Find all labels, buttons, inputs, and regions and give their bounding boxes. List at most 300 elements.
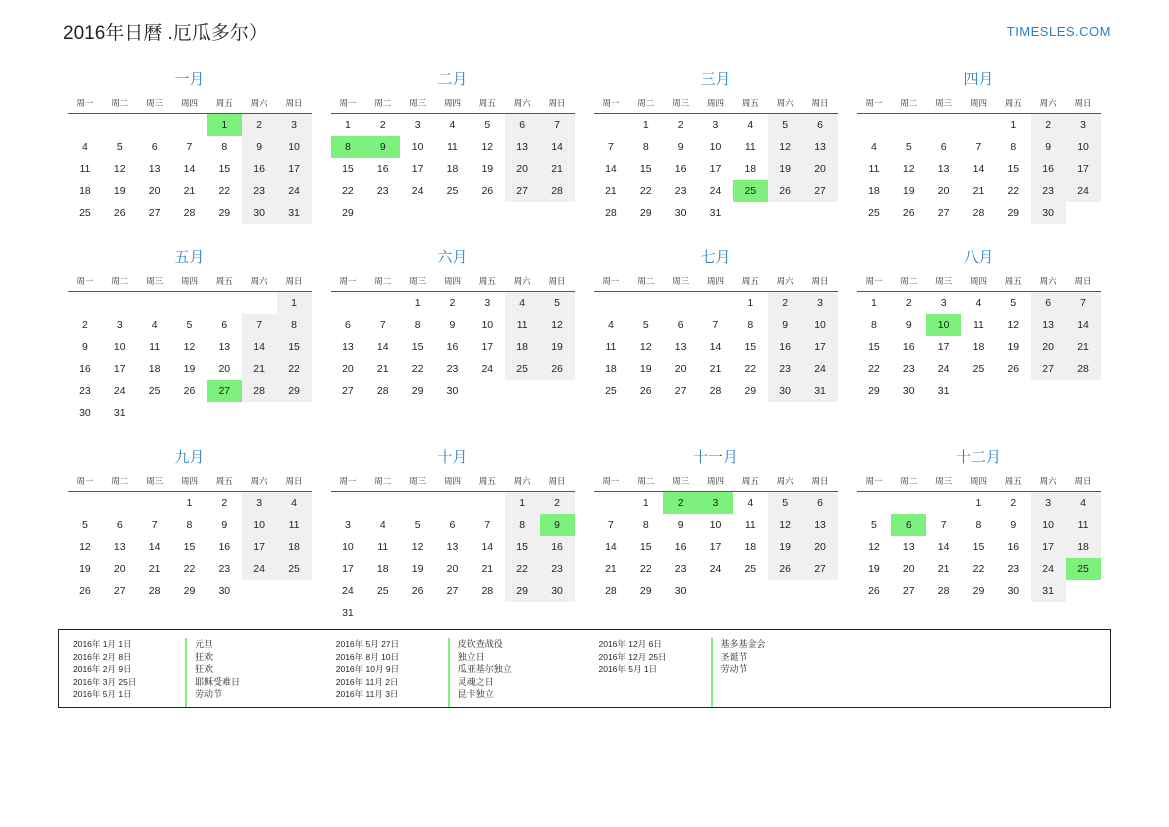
day-cell[interactable]: 28 [605,207,617,219]
day-cell[interactable]: 29 [639,585,652,597]
day-cell[interactable]: 24 [481,363,494,375]
day-cell[interactable]: 21 [1066,336,1101,358]
day-cell[interactable]: 1 [871,297,877,309]
day-cell[interactable]: 30 [674,585,687,597]
day-cell[interactable]: 5 [905,141,912,153]
day-cell[interactable]: 1 [747,297,754,309]
day-cell[interactable]: 18 [446,163,459,175]
day-cell[interactable]: 6 [221,319,228,331]
day-cell[interactable]: 31 [342,607,354,619]
day-cell[interactable]: 24 [709,185,722,197]
day-cell[interactable]: 12 [768,514,803,536]
day-cell[interactable]: 30 [902,385,915,397]
day-cell[interactable]: 13 [937,163,950,175]
day-cell[interactable]: 15 [277,336,312,358]
day-cell[interactable]: 4 [277,492,312,515]
day-cell[interactable]: 21 [376,363,389,375]
day-cell[interactable]: 28 [540,180,575,202]
day-cell[interactable]: 26 [540,358,575,380]
day-cell[interactable]: 11 [868,163,880,175]
day-cell[interactable]: 17 [1066,158,1101,180]
day-cell[interactable]: 23 [376,185,389,197]
day-cell[interactable]: 6 [116,519,123,531]
day-cell[interactable]: 22 [972,563,985,575]
day-cell[interactable]: 10 [342,541,354,553]
day-cell[interactable]: 9 [1010,519,1017,531]
day-cell[interactable]: 17 [481,341,494,353]
day-cell[interactable]: 31 [803,380,838,402]
day-cell[interactable]: 2 [242,114,277,137]
day-cell[interactable]: 17 [937,341,950,353]
day-cell[interactable]: 11 [744,141,756,153]
day-cell[interactable]: 23 [218,563,231,575]
day-cell[interactable]: 29 [639,207,652,219]
day-cell[interactable]: 10 [481,319,494,331]
day-cell[interactable]: 15 [505,536,540,558]
day-cell[interactable]: 7 [379,319,386,331]
day-cell[interactable]: 25 [605,385,617,397]
day-cell[interactable]: 13 [446,541,459,553]
day-cell[interactable]: 19 [79,563,91,575]
day-cell[interactable]: 28 [937,585,950,597]
day-cell[interactable]: 29 [411,385,424,397]
day-cell[interactable]: 9 [768,314,803,336]
day-cell[interactable]: 3 [345,519,351,531]
day-cell-holiday[interactable]: 8 [331,136,366,158]
day-cell[interactable]: 22 [744,363,757,375]
day-cell[interactable]: 30 [540,580,575,602]
day-cell[interactable]: 26 [411,585,424,597]
day-cell[interactable]: 2 [540,492,575,515]
day-cell[interactable]: 20 [218,363,231,375]
day-cell[interactable]: 13 [674,341,687,353]
day-cell[interactable]: 28 [183,207,196,219]
day-cell[interactable]: 28 [148,585,161,597]
day-cell[interactable]: 4 [747,119,754,131]
day-cell[interactable]: 17 [277,158,312,180]
day-cell[interactable]: 28 [1066,358,1101,380]
day-cell[interactable]: 28 [376,385,389,397]
day-cell[interactable]: 12 [639,341,652,353]
day-cell[interactable]: 5 [186,319,193,331]
day-cell[interactable]: 9 [82,341,88,353]
day-cell[interactable]: 3 [414,119,421,131]
day-cell[interactable]: 25 [972,363,985,375]
day-cell[interactable]: 4 [608,319,614,331]
day-cell[interactable]: 26 [1007,363,1020,375]
day-cell[interactable]: 9 [242,136,277,158]
day-cell[interactable]: 9 [677,519,684,531]
day-cell[interactable]: 15 [1007,163,1020,175]
day-cell[interactable]: 12 [411,541,424,553]
day-cell[interactable]: 25 [277,558,312,580]
day-cell[interactable]: 6 [803,114,838,137]
day-cell[interactable]: 11 [605,341,617,353]
day-cell[interactable]: 21 [605,563,617,575]
day-cell[interactable]: 23 [1007,563,1020,575]
day-cell[interactable]: 8 [871,319,877,331]
day-cell[interactable]: 2 [221,497,228,509]
day-cell[interactable]: 12 [183,341,196,353]
day-cell[interactable]: 10 [242,514,277,536]
day-cell[interactable]: 24 [342,585,354,597]
day-cell[interactable]: 22 [342,185,354,197]
day-cell[interactable]: 28 [481,585,494,597]
day-cell[interactable]: 6 [677,319,684,331]
day-cell[interactable]: 1 [642,497,649,509]
day-cell-holiday[interactable]: 9 [540,514,575,536]
day-cell-holiday[interactable]: 6 [891,514,926,536]
day-cell[interactable]: 25 [868,207,880,219]
day-cell[interactable]: 21 [148,563,161,575]
day-cell[interactable]: 29 [277,380,312,402]
day-cell[interactable]: 8 [975,519,982,531]
day-cell[interactable]: 20 [803,158,838,180]
day-cell[interactable]: 19 [768,536,803,558]
day-cell[interactable]: 16 [768,336,803,358]
day-cell[interactable]: 24 [411,185,424,197]
day-cell[interactable]: 13 [218,341,231,353]
day-cell[interactable]: 15 [972,541,985,553]
day-cell[interactable]: 31 [937,385,950,397]
day-cell[interactable]: 11 [79,163,91,175]
day-cell[interactable]: 27 [342,385,354,397]
day-cell[interactable]: 6 [505,114,540,137]
day-cell[interactable]: 7 [186,141,193,153]
day-cell[interactable]: 4 [151,319,158,331]
day-cell[interactable]: 25 [744,563,757,575]
day-cell[interactable]: 29 [744,385,757,397]
day-cell[interactable]: 8 [1010,141,1017,153]
day-cell[interactable]: 26 [768,558,803,580]
day-cell[interactable]: 16 [218,541,231,553]
day-cell[interactable]: 11 [447,141,458,153]
day-cell[interactable]: 27 [113,585,126,597]
day-cell[interactable]: 4 [747,497,754,509]
day-cell[interactable]: 14 [242,336,277,358]
day-cell[interactable]: 25 [148,385,161,397]
day-cell[interactable]: 13 [1031,314,1066,336]
day-cell[interactable]: 3 [484,297,491,309]
day-cell[interactable]: 17 [803,336,838,358]
day-cell[interactable]: 17 [1031,536,1066,558]
day-cell[interactable]: 3 [803,292,838,315]
day-cell[interactable]: 21 [183,185,196,197]
day-cell[interactable]: 13 [803,136,838,158]
day-cell[interactable]: 12 [79,541,91,553]
day-cell[interactable]: 28 [605,585,617,597]
day-cell[interactable]: 11 [505,314,540,336]
day-cell[interactable]: 22 [639,185,652,197]
day-cell[interactable]: 5 [484,119,491,131]
day-cell[interactable]: 23 [768,358,803,380]
day-cell[interactable]: 23 [242,180,277,202]
day-cell[interactable]: 15 [411,341,424,353]
day-cell[interactable]: 12 [902,163,915,175]
day-cell[interactable]: 8 [414,319,421,331]
day-cell[interactable]: 16 [540,536,575,558]
day-cell[interactable]: 15 [218,163,231,175]
day-cell[interactable]: 2 [677,119,684,131]
day-cell[interactable]: 22 [868,363,880,375]
day-cell[interactable]: 4 [505,292,540,315]
day-cell[interactable]: 1 [345,119,351,131]
day-cell[interactable]: 30 [1031,202,1066,224]
day-cell[interactable]: 10 [113,341,126,353]
day-cell[interactable]: 11 [973,319,984,331]
day-cell[interactable]: 16 [1031,158,1066,180]
day-cell[interactable]: 7 [1066,292,1101,315]
day-cell[interactable]: 20 [803,536,838,558]
day-cell[interactable]: 29 [1007,207,1020,219]
day-cell[interactable]: 27 [446,585,459,597]
day-cell[interactable]: 23 [446,363,459,375]
day-cell[interactable]: 22 [1007,185,1020,197]
day-cell[interactable]: 6 [1031,292,1066,315]
day-cell[interactable]: 19 [639,363,652,375]
day-cell[interactable]: 30 [1007,585,1020,597]
day-cell[interactable]: 21 [540,158,575,180]
day-cell[interactable]: 17 [709,541,722,553]
day-cell[interactable]: 11 [744,519,756,531]
day-cell[interactable]: 26 [639,385,652,397]
day-cell[interactable]: 19 [183,363,196,375]
day-cell[interactable]: 18 [376,563,389,575]
day-cell[interactable]: 24 [709,563,722,575]
day-cell[interactable]: 7 [540,114,575,137]
day-cell[interactable]: 4 [379,519,386,531]
day-cell[interactable]: 13 [113,541,126,553]
day-cell[interactable]: 8 [186,519,193,531]
day-cell[interactable]: 14 [481,541,494,553]
day-cell[interactable]: 10 [1031,514,1066,536]
day-cell[interactable]: 1 [975,497,982,509]
day-cell[interactable]: 1 [1010,119,1017,131]
day-cell-holiday[interactable]: 2 [663,492,698,515]
day-cell[interactable]: 17 [242,536,277,558]
day-cell[interactable]: 22 [411,363,424,375]
day-cell[interactable]: 31 [113,407,126,419]
day-cell[interactable]: 24 [803,358,838,380]
day-cell[interactable]: 18 [79,185,91,197]
day-cell[interactable]: 15 [639,541,652,553]
day-cell[interactable]: 19 [113,185,126,197]
day-cell[interactable]: 29 [342,207,354,219]
day-cell[interactable]: 23 [1031,180,1066,202]
day-cell[interactable]: 12 [768,136,803,158]
day-cell[interactable]: 7 [940,519,947,531]
day-cell[interactable]: 29 [218,207,231,219]
day-cell[interactable]: 8 [505,514,540,536]
day-cell-holiday[interactable]: 25 [1066,558,1101,580]
day-cell-holiday[interactable]: 3 [698,492,733,515]
day-cell[interactable]: 23 [674,563,687,575]
day-cell[interactable]: 2 [768,292,803,315]
day-cell[interactable]: 30 [242,202,277,224]
day-cell[interactable]: 27 [902,585,915,597]
day-cell[interactable]: 25 [505,358,540,380]
day-cell[interactable]: 28 [242,380,277,402]
day-cell[interactable]: 14 [709,341,722,353]
day-cell[interactable]: 10 [277,136,312,158]
day-cell[interactable]: 20 [446,563,459,575]
day-cell[interactable]: 16 [1007,541,1020,553]
day-cell[interactable]: 18 [744,163,757,175]
day-cell[interactable]: 27 [1031,358,1066,380]
day-cell[interactable]: 22 [277,358,312,380]
day-cell[interactable]: 24 [1066,180,1101,202]
day-cell[interactable]: 9 [221,519,228,531]
day-cell[interactable]: 15 [639,163,652,175]
day-cell[interactable]: 19 [481,163,494,175]
day-cell[interactable]: 22 [505,558,540,580]
day-cell[interactable]: 19 [902,185,915,197]
day-cell[interactable]: 16 [902,341,915,353]
day-cell[interactable]: 5 [82,519,88,531]
day-cell[interactable]: 5 [414,519,421,531]
day-cell[interactable]: 13 [505,136,540,158]
day-cell[interactable]: 26 [113,207,126,219]
day-cell[interactable]: 16 [242,158,277,180]
day-cell[interactable]: 2 [1031,114,1066,137]
day-cell[interactable]: 6 [345,319,351,331]
day-cell[interactable]: 11 [277,514,312,536]
day-cell[interactable]: 24 [277,180,312,202]
day-cell[interactable]: 3 [1066,114,1101,137]
day-cell[interactable]: 7 [484,519,491,531]
day-cell[interactable]: 9 [449,319,456,331]
day-cell[interactable]: 5 [116,141,123,153]
day-cell[interactable]: 12 [481,141,494,153]
day-cell[interactable]: 10 [803,314,838,336]
day-cell[interactable]: 14 [376,341,389,353]
day-cell[interactable]: 30 [218,585,231,597]
day-cell[interactable]: 17 [709,163,722,175]
day-cell[interactable]: 18 [868,185,880,197]
day-cell[interactable]: 6 [940,141,947,153]
day-cell[interactable]: 24 [113,385,126,397]
day-cell[interactable]: 26 [79,585,91,597]
day-cell[interactable]: 5 [642,319,649,331]
day-cell[interactable]: 30 [79,407,91,419]
day-cell[interactable]: 2 [449,297,456,309]
day-cell[interactable]: 18 [972,341,985,353]
day-cell[interactable]: 4 [449,119,456,131]
day-cell[interactable]: 13 [342,341,354,353]
day-cell[interactable]: 16 [79,363,91,375]
day-cell[interactable]: 7 [608,519,614,531]
day-cell[interactable]: 17 [113,363,126,375]
day-cell[interactable]: 6 [151,141,158,153]
day-cell[interactable]: 2 [1010,497,1017,509]
day-cell[interactable]: 12 [868,541,880,553]
day-cell[interactable]: 1 [277,292,312,315]
day-cell[interactable]: 6 [803,492,838,515]
day-cell[interactable]: 14 [183,163,196,175]
day-cell[interactable]: 5 [871,519,877,531]
day-cell[interactable]: 26 [868,585,880,597]
day-cell[interactable]: 19 [540,336,575,358]
day-cell[interactable]: 14 [605,541,617,553]
day-cell[interactable]: 27 [937,207,950,219]
day-cell[interactable]: 20 [505,158,540,180]
day-cell[interactable]: 27 [148,207,161,219]
day-cell[interactable]: 18 [744,541,757,553]
day-cell-holiday[interactable]: 1 [207,114,242,137]
day-cell[interactable]: 2 [379,119,386,131]
day-cell[interactable]: 12 [540,314,575,336]
day-cell[interactable]: 31 [1031,580,1066,602]
day-cell[interactable]: 13 [902,541,915,553]
day-cell[interactable]: 21 [481,563,494,575]
day-cell[interactable]: 7 [608,141,614,153]
day-cell[interactable]: 3 [940,297,947,309]
day-cell[interactable]: 29 [505,580,540,602]
day-cell[interactable]: 22 [218,185,231,197]
day-cell[interactable]: 23 [674,185,687,197]
day-cell-holiday[interactable]: 27 [207,380,242,402]
day-cell[interactable]: 9 [1031,136,1066,158]
day-cell[interactable]: 26 [481,185,494,197]
day-cell-holiday[interactable]: 10 [926,314,961,336]
day-cell[interactable]: 19 [1007,341,1020,353]
day-cell[interactable]: 2 [905,297,912,309]
day-cell[interactable]: 11 [1066,514,1101,536]
day-cell[interactable]: 15 [342,163,354,175]
day-cell[interactable]: 12 [113,163,126,175]
day-cell[interactable]: 18 [605,363,617,375]
day-cell[interactable]: 14 [540,136,575,158]
day-cell[interactable]: 11 [149,341,161,353]
day-cell[interactable]: 20 [148,185,161,197]
day-cell[interactable]: 5 [540,292,575,315]
day-cell[interactable]: 7 [712,319,719,331]
day-cell[interactable]: 30 [674,207,687,219]
day-cell[interactable]: 7 [242,314,277,336]
day-cell[interactable]: 15 [744,341,757,353]
day-cell[interactable]: 27 [505,180,540,202]
day-cell[interactable]: 20 [902,563,915,575]
day-cell[interactable]: 28 [972,207,985,219]
day-cell[interactable]: 4 [871,141,877,153]
day-cell[interactable]: 21 [709,363,722,375]
day-cell[interactable]: 3 [116,319,123,331]
day-cell[interactable]: 10 [1066,136,1101,158]
day-cell[interactable]: 26 [183,385,196,397]
day-cell[interactable]: 9 [677,141,684,153]
day-cell[interactable]: 1 [414,297,421,309]
day-cell[interactable]: 28 [709,385,722,397]
day-cell[interactable]: 29 [183,585,196,597]
day-cell[interactable]: 4 [82,141,88,153]
day-cell[interactable]: 5 [768,492,803,515]
day-cell[interactable]: 6 [449,519,456,531]
day-cell[interactable]: 14 [972,163,985,175]
day-cell[interactable]: 20 [937,185,950,197]
day-cell[interactable]: 7 [975,141,982,153]
day-cell[interactable]: 13 [148,163,161,175]
day-cell[interactable]: 18 [277,536,312,558]
day-cell[interactable]: 27 [674,385,687,397]
day-cell[interactable]: 31 [277,202,312,224]
day-cell[interactable]: 3 [242,492,277,515]
day-cell[interactable]: 5 [1010,297,1017,309]
day-cell[interactable]: 1 [642,119,649,131]
day-cell[interactable]: 30 [446,385,459,397]
day-cell[interactable]: 24 [242,558,277,580]
day-cell-holiday[interactable]: 25 [733,180,768,202]
day-cell[interactable]: 10 [709,141,722,153]
